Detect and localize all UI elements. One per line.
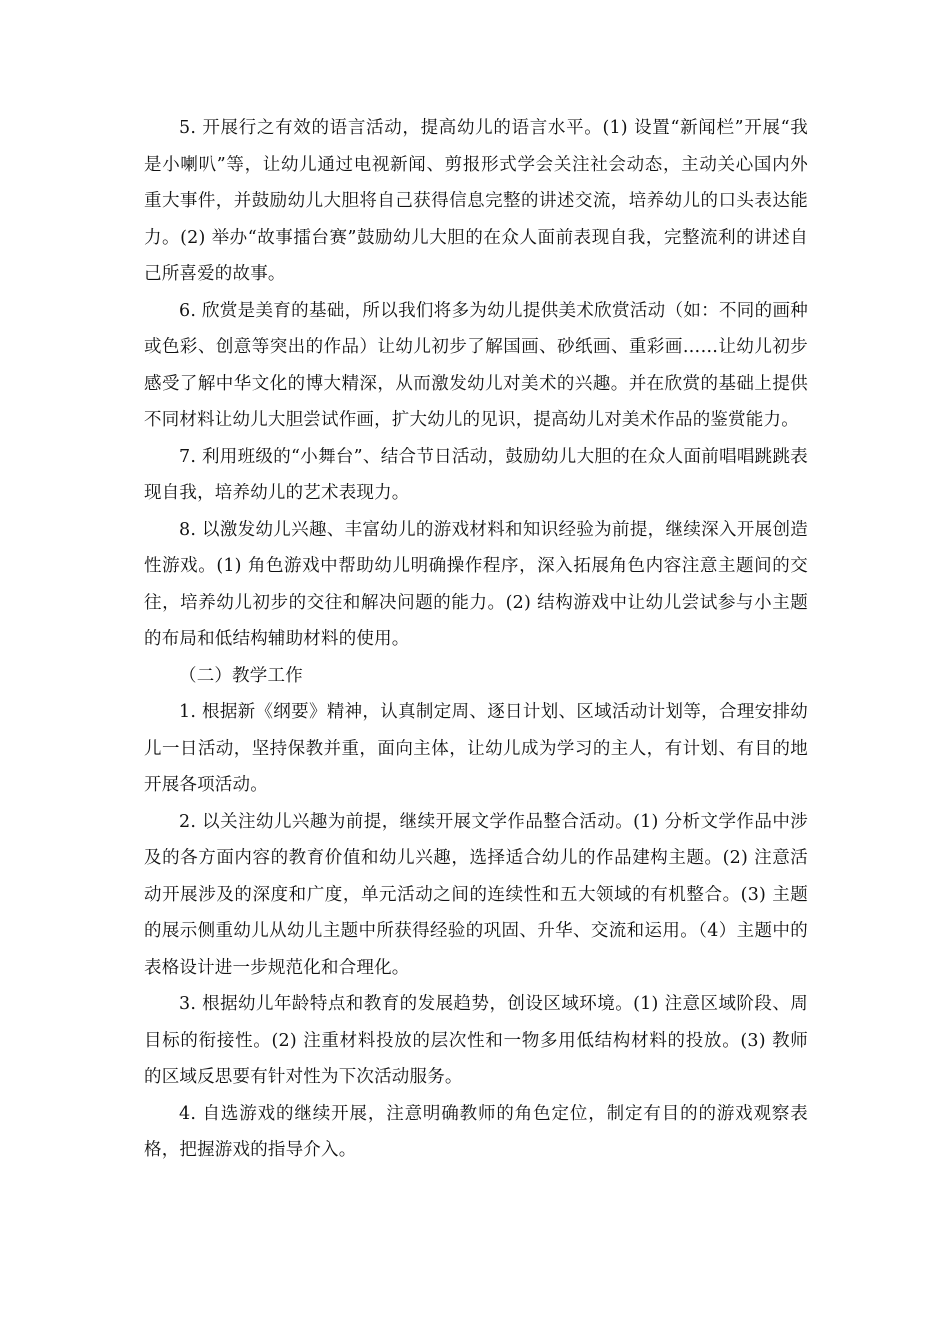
paragraph-planning: 1. 根据新《纲要》精神，认真制定周、逐日计划、区域活动计划等，合理安排幼儿一日活动，坚持保教并重，面向主体，让幼儿成为学习的主人，有计划、有目的地开展各项活动。 [144,702,808,795]
section-heading-teaching: （二）教学工作 [179,665,303,686]
paragraph-language-activities: 5. 开展行之有效的语言活动，提高幼儿的语言水平。(1) 设置“新闻栏”开展“我是小喇叭”等，让幼儿通过电视新闻、剪报形式学会关注社会动态，主动关心国内外重大事件，并鼓励幼儿大胆将自己获得信息完整的讲述交流，培养幼儿的口头表达能力。(2) 举办“故事擂台赛”鼓励幼儿大胆的在众人面前表现自我，完整流利的讲述自己所喜爱的故事。 [144,118,808,284]
paragraph-free-play: 4. 自选游戏的继续开展，注意明确教师的角色定位，制定有目的的游戏观察表格，把握游戏的指导介入。 [144,1103,808,1160]
paragraph-small-stage: 7. 利用班级的“小舞台”、结合节日活动，鼓励幼儿大胆的在众人面前唱唱跳跳表现自我，培养幼儿的艺术表现力。 [144,446,808,503]
paragraph-literature-integration: 2. 以关注幼儿兴趣为前提，继续开展文学作品整合活动。(1) 分析文学作品中涉及的各方面内容的教育价值和幼儿兴趣，选择适合幼儿的作品建构主题。(2) 注意活动开展涉及的深度和广度，单元活动之间的连续性和五大领域的有机整合。(3) 主题的展示侧重幼儿从幼儿主题中所获得经验的巩固、升华、交流和运用。（4）主题中的表格设计进一步规范化和合理化。 [144,811,808,978]
paragraph-area-environment: 3. 根据幼儿年龄特点和教育的发展趋势，创设区域环境。(1) 注意区域阶段、周目标的衔接性。(2) 注重材料投放的层次性和一物多用低结构材料的投放。(3) 教师的区域反思要有针对性为下次活动服务。 [144,994,808,1087]
paragraph-art-appreciation: 6. 欣赏是美育的基础，所以我们将多为幼儿提供美术欣赏活动（如：不同的画种或色彩、创意等突出的作品）让幼儿初步了解国画、砂纸画、重彩画……让幼儿初步感受了解中华文化的博大精深，从而激发幼儿对美术的兴趣。并在欣赏的基础上提供不同材料让幼儿大胆尝试作画，扩大幼儿的见识，提高幼儿对美术作品的鉴赏能力。 [144,300,808,430]
paragraph-creative-games: 8. 以激发幼儿兴趣、丰富幼儿的游戏材料和知识经验为前提，继续深入开展创造性游戏。(1) 角色游戏中帮助幼儿明确操作程序，深入拓展角色内容注意主题间的交往，培养幼儿初步的交往和解决问题的能力。(2) 结构游戏中让幼儿尝试参与小主题的布局和低结构辅助材料的使用。 [144,519,808,649]
document-page [144,110,808,1169]
